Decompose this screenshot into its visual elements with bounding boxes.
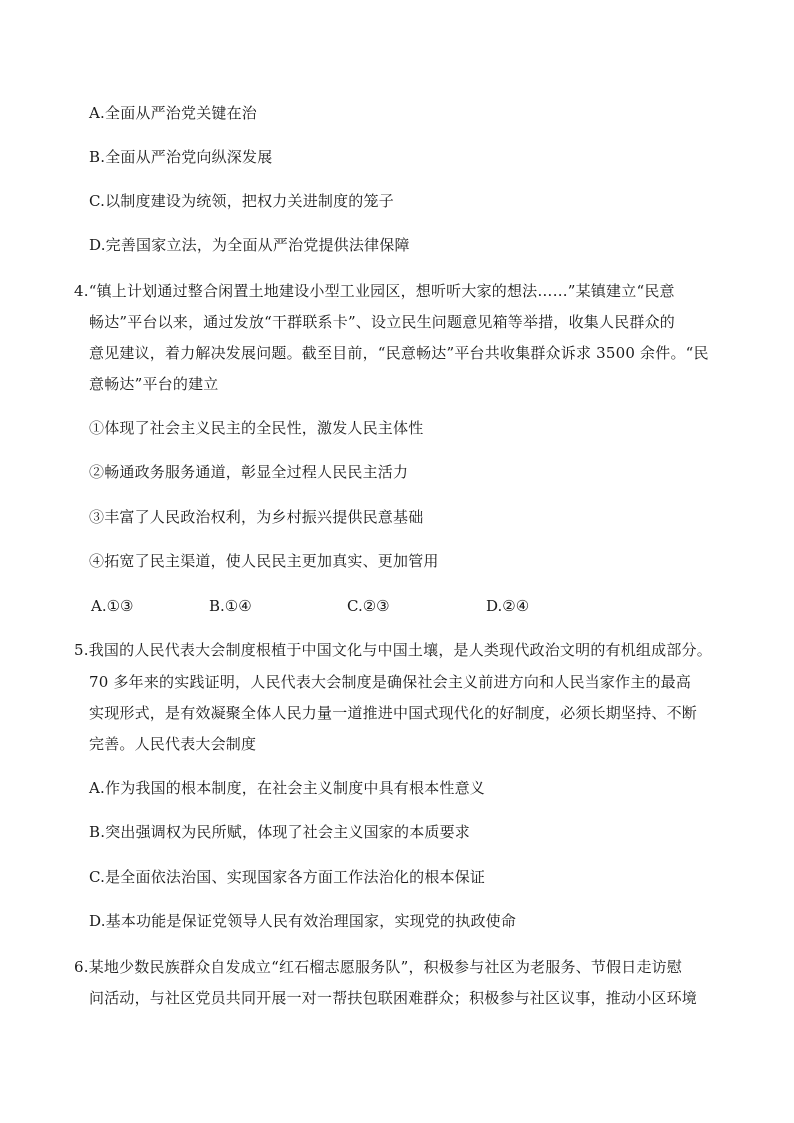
q6-stem-line: 问活动，与社区党员共同开展一对一帮扶包联困难群众；积极参与社区议事，推动小区环境 — [89, 989, 698, 1007]
q5-option-d: D.基本功能是保证党领导人民有效治理国家，实现党的执政使命 — [89, 912, 517, 930]
q4-stem-line: 意畅达”平台的建立 — [89, 375, 219, 393]
q4-statement-4: ④拓宽了民主渠道，使人民民主更加真实、更加管用 — [89, 552, 439, 570]
q4-statement-1: ①体现了社会主义民主的全民性，激发人民主体性 — [89, 419, 424, 437]
q3-option-a: A.全面从严治党关键在治 — [89, 104, 258, 122]
q5-option-a: A.作为我国的根本制度，在社会主义制度中具有根本性意义 — [89, 779, 486, 797]
q5-stem-line: 完善。人民代表大会制度 — [89, 735, 257, 753]
q4-answer-d: D.②④ — [486, 597, 530, 615]
q3-option-c: C.以制度建设为统领，把权力关进制度的笼子 — [89, 192, 394, 210]
q5-option-c: C.是全面依法治国、实现国家各方面工作法治化的根本保证 — [89, 868, 486, 886]
q6-stem-line: 6.某地少数民族群众自发成立“红石榴志愿服务队”，积极参与社区为老服务、节假日走访慰 — [74, 958, 683, 976]
q3-option-b: B.全面从严治党向纵深发展 — [89, 148, 273, 166]
q5-stem-line: 70 多年来的实践证明，人民代表大会制度是确保社会主义前进方向和人民当家作主的最高 — [89, 673, 692, 691]
q4-stem-line: 4.“镇上计划通过整合闲置土地建设小型工业园区，想听听大家的想法……”某镇建立“民意 — [74, 282, 675, 300]
q4-answer-a: A.①③ — [91, 597, 134, 615]
q4-statement-2: ②畅通政务服务通道，彰显全过程人民民主活力 — [89, 463, 409, 481]
q5-option-b: B.突出强调权为民所赋，体现了社会主义国家的本质要求 — [89, 823, 470, 841]
q4-stem-line: 意见建议，着力解决发展问题。截至目前，“民意畅达”平台共收集群众诉求 3500 余件。“民 — [89, 344, 709, 362]
q3-option-d: D.完善国家立法，为全面从严治党提供法律保障 — [89, 236, 410, 254]
q4-answer-b: B.①④ — [209, 597, 252, 615]
q5-stem-line: 5.我国的人民代表大会制度根植于中国文化与中国土壤，是人类现代政治文明的有机组成部分。 — [74, 641, 712, 659]
q5-stem-line: 实现形式，是有效凝聚全体人民力量一道推进中国式现代化的好制度，必须长期坚持、不断 — [89, 704, 698, 722]
q4-answer-c: C.②③ — [347, 597, 390, 615]
q4-stem-line: 畅达”平台以来，通过发放“干群联系卡”、设立民生问题意见箱等举措，收集人民群众的 — [89, 313, 676, 331]
q4-statement-3: ③丰富了人民政治权利，为乡村振兴提供民意基础 — [89, 508, 424, 526]
